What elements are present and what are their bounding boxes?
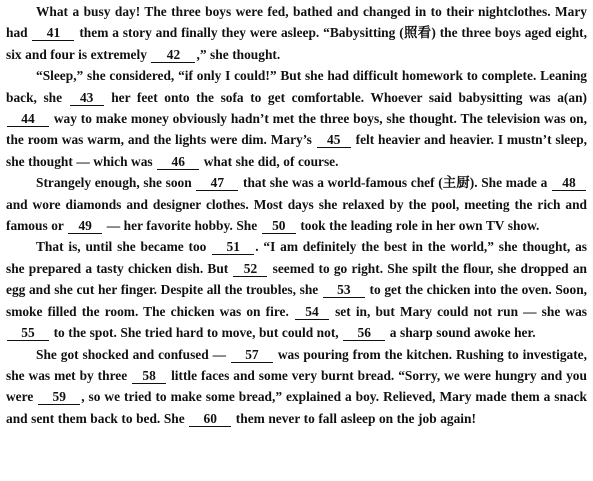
answer-blank-53[interactable]: 53 [323,283,365,298]
answer-blank-51[interactable]: 51 [212,240,254,255]
answer-blank-56[interactable]: 56 [343,326,385,341]
paragraph-5 [6,344,587,430]
answer-blank-49[interactable]: 49 [68,219,102,234]
answer-blank-55[interactable]: 55 [7,326,49,341]
passage-text: That is, until she became too [36,239,207,255]
paragraph-3 [6,172,587,236]
answer-blank-58[interactable]: 58 [132,369,166,384]
paragraph-1 [6,1,587,65]
passage-text: was pouring from the kitchen. Rushing to investigate, she was met by three [6,346,587,383]
answer-blank-45[interactable]: 45 [317,133,351,148]
passage-text: What a busy day! The three boys were fed, bathed and changed in to their nightclothes. Mary had [6,4,587,41]
passage-text: and wore diamonds and designer clothes. Most days she relaxed by the pool, meeting the rich and famous or [6,196,587,234]
passage-text: her feet onto the sofa to get comfortable. Whoever said babysitting was a(an) [111,89,587,105]
answer-blank-44[interactable]: 44 [7,112,49,127]
passage-text: “Sleep,” she considered, “if only I could!” But she had difficult homework to complete. Leaning back, she [6,68,587,105]
paragraph-4 [6,236,587,343]
answer-blank-42[interactable]: 42 [151,48,195,63]
passage-text: a sharp sound awoke her. [389,325,536,341]
answer-blank-52[interactable]: 52 [233,262,267,277]
passage-text: took the leading role in her own TV show. [300,218,540,234]
passage-text: them never to fall asleep on the job again! [235,410,476,426]
passage-text: — her favorite hobby. She [106,218,258,234]
passage-text: She got shocked and confused — [36,346,226,362]
passage-text: to the spot. She tried hard to move, but could not, [53,325,339,341]
passage-text: felt heavier and heavier. I mustn’t sleep, she thought — which was [6,132,587,169]
passage-text: set in, but Mary could not run — she was [335,303,587,319]
answer-blank-46[interactable]: 46 [157,155,199,170]
answer-blank-60[interactable]: 60 [189,412,231,427]
passage-text: what she did, of course. [203,153,339,169]
answer-blank-59[interactable]: 59 [38,390,80,405]
answer-blank-57[interactable]: 57 [231,348,273,363]
answer-blank-50[interactable]: 50 [262,219,296,234]
passage-text: , so we tried to make some bread,” explained a boy. Relieved, Mary made them a snack and sent them back to bed. She [6,389,587,426]
passage-text: that she was a world-famous chef (主厨). She made a [243,175,548,191]
answer-blank-47[interactable]: 47 [196,176,238,191]
passage-text: them a story and finally they were asleep. “Babysitting (照看) the three boys aged eight, six and four is extremely [6,25,587,62]
passage-text: Strangely enough, she soon [36,175,192,191]
passage-text: little faces and some very burnt bread. “Sorry, we were hungry and you were [6,367,587,405]
answer-blank-48[interactable]: 48 [552,176,586,191]
passage-text: to get the chicken into the oven. Soon, smoke filled the room. The chicken was on fire. [6,282,587,319]
answer-blank-41[interactable]: 41 [32,26,74,41]
answer-blank-54[interactable]: 54 [295,305,329,320]
answer-blank-43[interactable]: 43 [70,91,104,106]
passage-text: seemed to go right. She spilt the flour, she dropped an egg and she cut her finger. Despite all the troubles, she [6,260,587,298]
paragraph-2 [6,65,587,172]
passage-text: ,” she thought. [196,46,281,62]
passage-text: way to make money obviously hadn’t met the three boys, she thought. The television was on, the room was warm, and the lights were dim. Mary’s [6,111,587,148]
passage-text: . “I am definitely the best in the world,” she thought, as she prepared a tasty chicken dish. But [6,239,587,276]
